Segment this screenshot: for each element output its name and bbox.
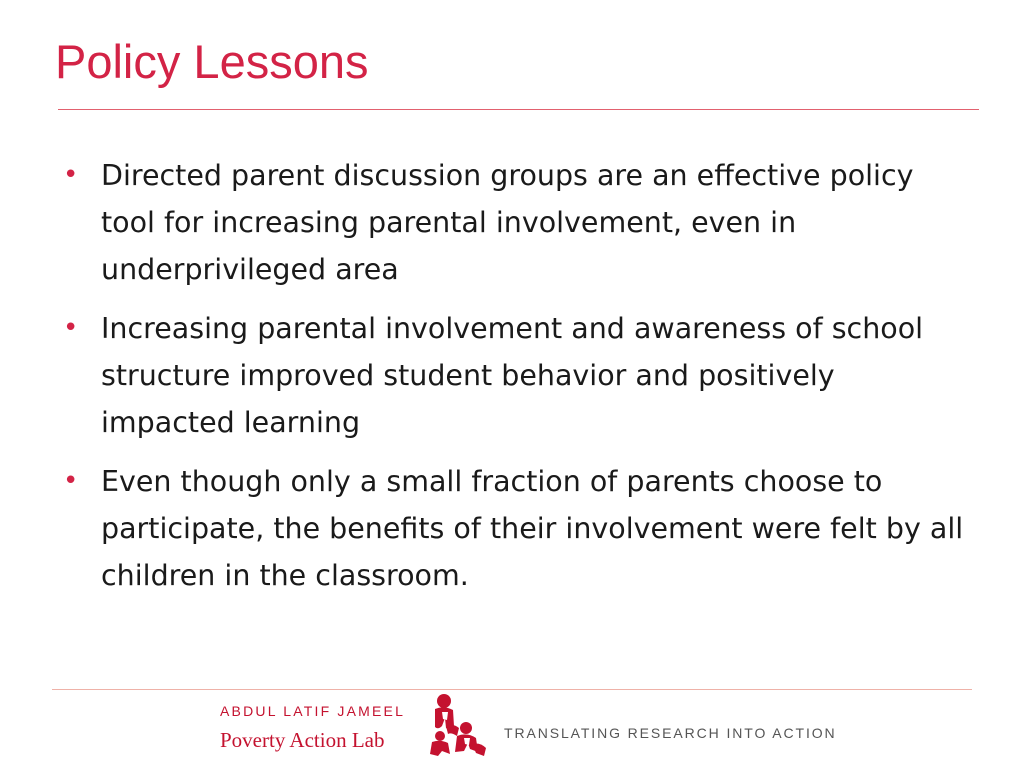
bullet-marker: •: [63, 466, 79, 496]
bullet-text: Directed parent discussion groups are an effective policy tool for increasing parental involvement, even in underprivileged area: [101, 159, 914, 286]
tagline: TRANSLATING RESEARCH INTO ACTION: [504, 725, 837, 741]
bullet-marker: •: [63, 160, 79, 190]
bullet-item: [63, 458, 968, 599]
bullet-marker: •: [63, 313, 79, 343]
org-name-line: ABDUL LATIF JAMEEL: [220, 703, 406, 719]
org-name-script: Poverty Action Lab: [220, 728, 385, 752]
slide-title: Policy Lessons: [55, 35, 369, 88]
bullet-item: [63, 152, 968, 293]
footer-logo: [220, 690, 860, 760]
bullet-list: [63, 152, 968, 611]
title-divider: [58, 109, 979, 110]
figures-emblem-icon: [426, 692, 488, 758]
bullet-text: Increasing parental involvement and awareness of school structure improved student behavior and positively impacted learning: [101, 312, 924, 439]
bullet-item: [63, 305, 968, 446]
bullet-text: Even though only a small fraction of parents choose to participate, the benefits of their involvement were felt by all children in the classroom.: [101, 465, 964, 592]
